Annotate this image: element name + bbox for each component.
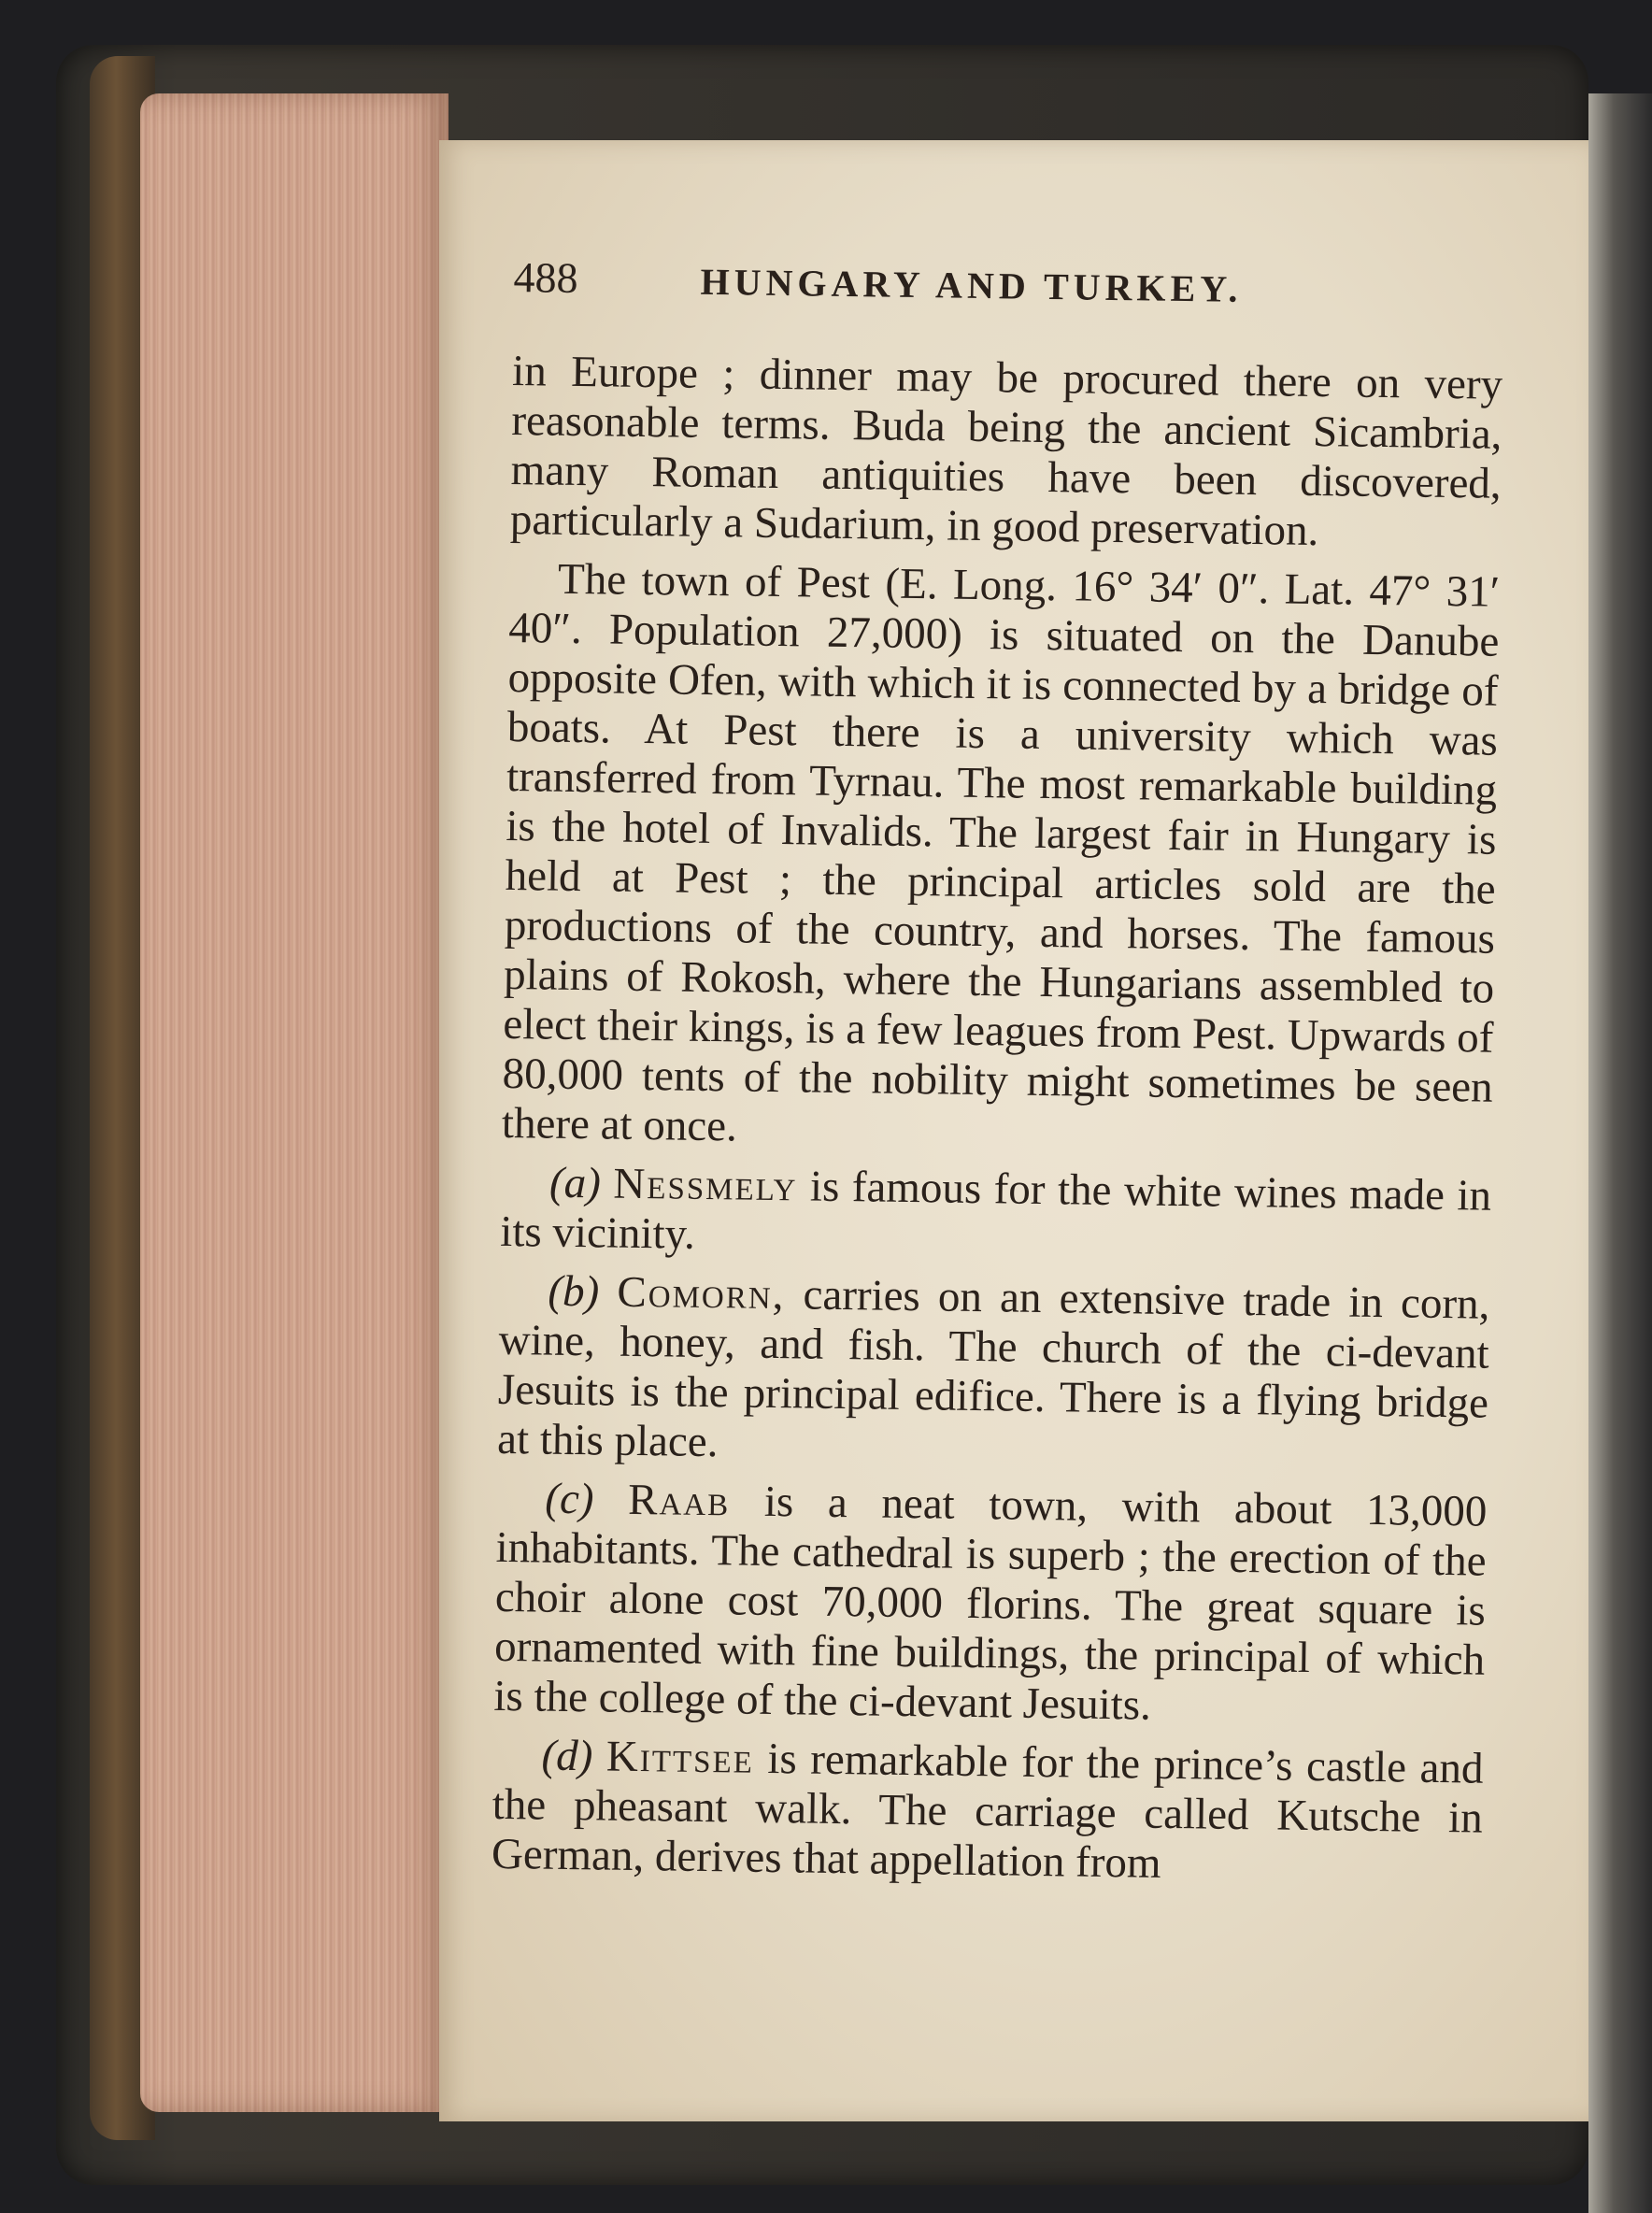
entry-text: is famous for the white wines made in its vicinity. [500,1162,1492,1259]
entry-label: (c) [545,1474,594,1524]
entry-text: carries on an extensive trade in corn, wine, honey, and fish. The church of the ci-devant Jesuits is the principal edifice. There is a flying bridge at this place. [496,1270,1490,1467]
paragraph-pest: The town of Pest (E. Long. 16° 34′ 0″. Lat. 47° 31′ 40″. Population 27,000) is situated on the Danube opposite Ofen, with which it is connected by a bridge of boats. At Pest there is a university which was transferred from Tyrnau. The most remarkable building is the hotel of Invalids. The largest fair in Hungary is held at Pest ; the principal articles sold are the productions of the country, and horses. The famous plains of Rokosh, where the Hungarians assembled to elect their kings, is a few leagues from Pest. Upwards of 80,000 tents of the nobility might sometimes be seen there at once. [501,554,1501,1151]
entry-text: is remarkable for the prince’s castle and the pheasant walk. The carriage called Kutsche in German, derives that appellation from [491,1734,1484,1888]
paragraph-comorn [497,1266,1490,1478]
entry-name: Comorn, [617,1267,786,1320]
paragraph-buda: in Europe ; dinner may be procured there on very reasonable terms. Buda being the ancient Sicambria, many Roman antiquities have been discovered, particularly a Sudarium, in good preservation. [509,346,1503,556]
paragraph-raab [493,1474,1488,1735]
running-head: HUNGARY AND TURKEY. [700,260,1243,310]
entry-label: (b) [548,1266,600,1317]
entry-label: (a) [548,1158,602,1208]
entry-name: Raab [627,1475,731,1526]
entry-name: Nessmely [613,1159,798,1211]
page-number: 488 [513,252,578,302]
page-text [491,252,1504,1903]
paragraph-kittsee [491,1731,1484,1893]
facing-page-gutter [1588,93,1652,2213]
entry-label: (d) [541,1731,593,1781]
page-edges [140,93,449,2112]
entry-text: is a neat town, with about 13,000 inhabitants. The cathedral is superb ; the erection of the choir alone cost 70,000 florins. The great square is ornamented with fine buildings, the principal of which is the college of the ci-devant Jesuits. [493,1477,1488,1730]
entry-name: Kittsee [605,1732,755,1783]
paragraph-nessmely [500,1158,1491,1271]
